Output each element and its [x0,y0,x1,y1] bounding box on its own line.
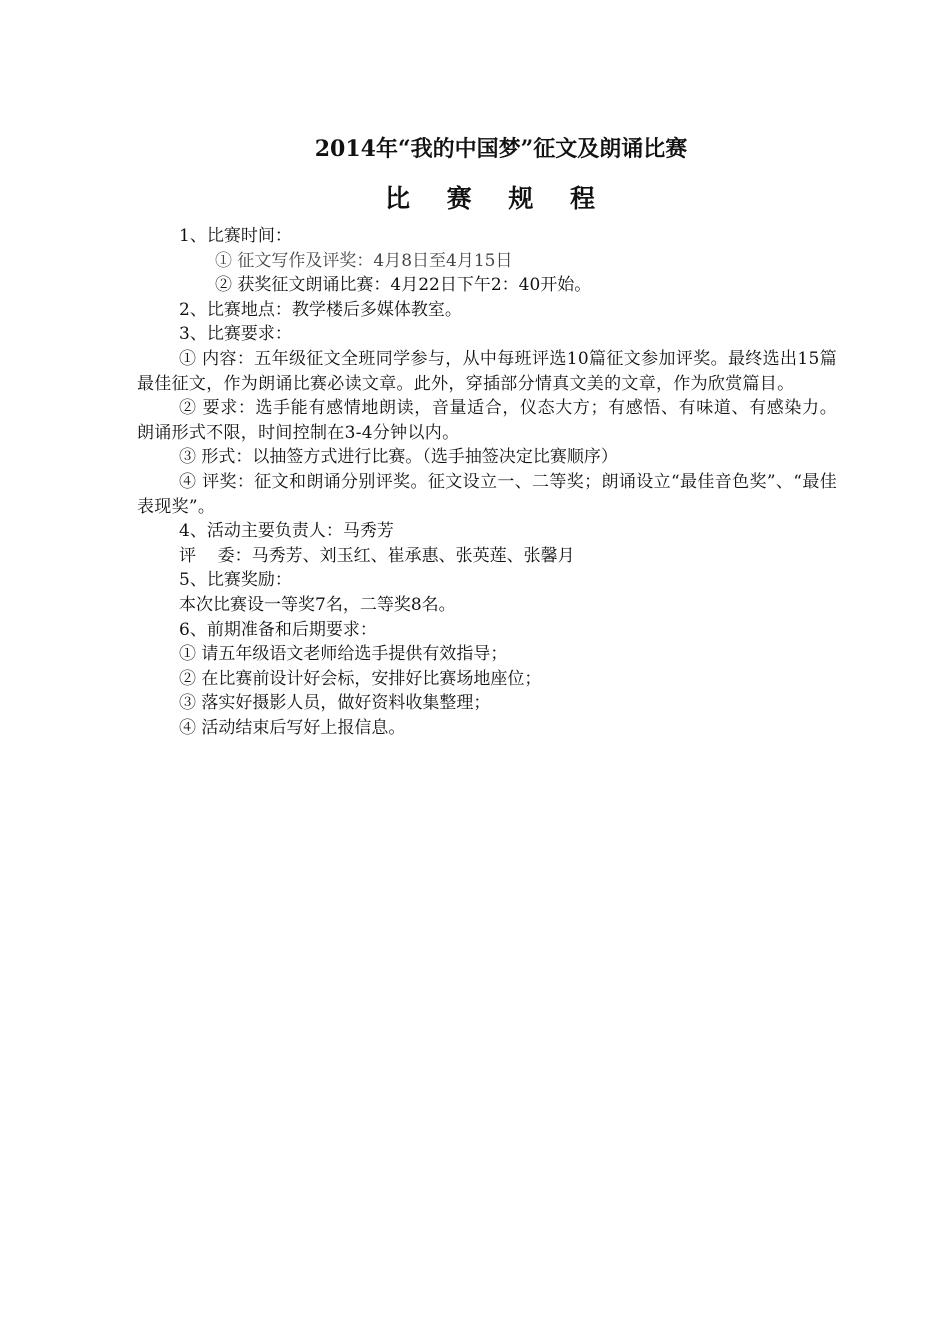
section-reward-heading: 5、比赛奖励： [179,570,292,591]
requirement-awards: ④ 评奖：征文和朗诵分别评奖。征文设立一、二等奖；朗诵设立“最佳音色奖”、“最佳表现奖”。 [137,471,837,517]
time-item-2: ② 获奖征文朗诵比赛：4月22日下午2：40开始。 [215,275,592,296]
prep-item-4: ④ 活动结束后写好上报信息。 [179,717,406,738]
section-lead: 4、活动主要负责人：马秀芳 [179,521,394,542]
prep-item-3: ③ 落实好摄影人员，做好资料收集整理； [179,693,491,714]
document-body [137,224,837,740]
document-title: 2014年“我的中国梦”征文及朗诵比赛 [314,136,688,162]
document-subtitle: 比 赛 规 程 [384,184,610,213]
prep-item-2: ② 在比赛前设计好会标，安排好比赛场地座位； [179,668,542,689]
section-place: 2、比赛地点：教学楼后多媒体教室。 [179,299,462,320]
time-item-1: ① 征文写作及评奖：4月8日至4月15日 [215,250,513,271]
requirement-demands: ② 要求：选手能有感情地朗读，音量适合，仪态大方；有感悟、有味道、有感染力。朗诵形式不限，时间控制在3-4分钟以内。 [137,398,837,443]
reward-text: 本次比赛设一等奖7名，二等奖8名。 [179,594,456,615]
requirement-format: ③ 形式：以抽签方式进行比赛。（选手抽签决定比赛顺序） [179,447,618,468]
section-prep-heading: 6、前期准备和后期要求： [179,619,377,640]
requirement-content: ① 内容：五年级征文全班同学参与，从中每班评选10篇征文参加评奖。最终选出15篇最佳征文，作为朗诵比赛必读文章。此外，穿插部分情真文美的文章，作为欣赏篇目。 [137,348,837,394]
judges-line: 评 委：马秀芳、刘玉红、崔承惠、张英莲、张馨月 [179,545,575,566]
section-time-heading: 1、比赛时间： [179,226,292,246]
section-requirements-heading: 3、比赛要求： [179,324,292,345]
prep-item-1: ① 请五年级语文老师给选手提供有效指导； [179,644,508,665]
